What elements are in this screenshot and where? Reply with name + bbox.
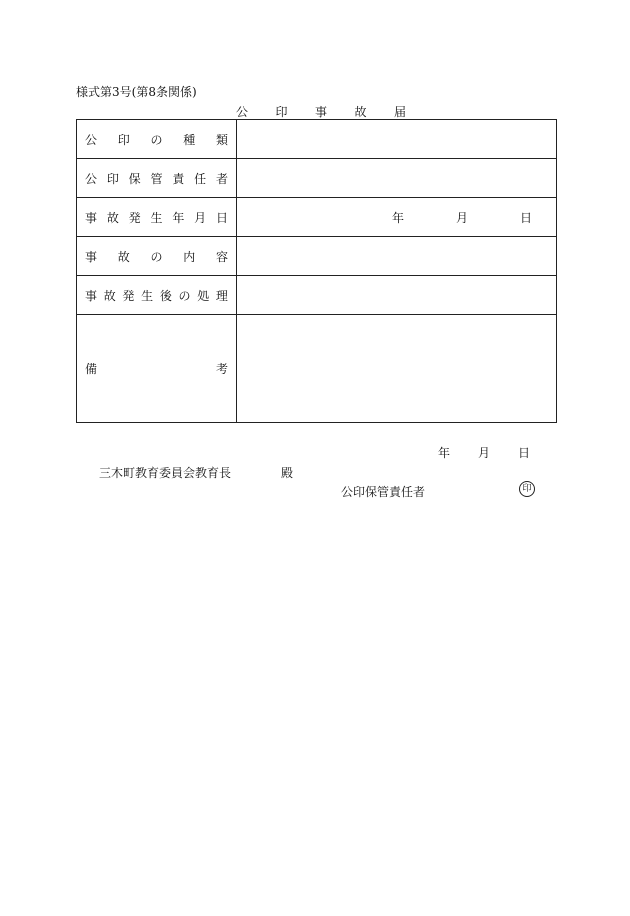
year-label: 年 bbox=[391, 210, 404, 225]
row-label: 事 故 発 生 年 月 日 bbox=[77, 198, 237, 237]
seal-mark: 印 bbox=[519, 481, 535, 497]
title-char: 公 bbox=[236, 105, 249, 119]
submission-date bbox=[410, 444, 530, 461]
recipient: 三木町教育委員会教育長 bbox=[99, 466, 232, 480]
month-label: 月 bbox=[477, 446, 490, 460]
incident-date-field[interactable] bbox=[237, 198, 557, 237]
table-row-remarks bbox=[77, 315, 557, 423]
form-number: 様式第3号(第8条関係) bbox=[76, 85, 197, 99]
custodian-field[interactable] bbox=[237, 159, 557, 198]
signer-title: 公印保管責任者 bbox=[341, 485, 426, 499]
day-label: 日 bbox=[519, 210, 532, 225]
row-label: 事 故 発 生 後 の 処 理 bbox=[77, 276, 237, 315]
table-row-incident-content bbox=[77, 237, 557, 276]
title-char: 故 bbox=[354, 105, 367, 119]
table-row-seal-type bbox=[77, 120, 557, 159]
year-label: 年 bbox=[437, 446, 450, 460]
day-label: 日 bbox=[517, 446, 530, 460]
row-label: 公 印 保 管 責 任 者 bbox=[77, 159, 237, 198]
title-char: 事 bbox=[314, 105, 327, 119]
incident-content-field[interactable] bbox=[237, 237, 557, 276]
document-title bbox=[236, 103, 406, 120]
month-label: 月 bbox=[455, 210, 468, 225]
report-table bbox=[76, 119, 557, 423]
table-row-post-incident bbox=[77, 276, 557, 315]
remarks-field[interactable] bbox=[237, 315, 557, 423]
recipient-honorific: 殿 bbox=[281, 466, 294, 480]
post-incident-field[interactable] bbox=[237, 276, 557, 315]
table-row-custodian bbox=[77, 159, 557, 198]
table-row-incident-date bbox=[77, 198, 557, 237]
row-label: 備 考 bbox=[77, 315, 237, 423]
seal-type-field[interactable] bbox=[237, 120, 557, 159]
title-char: 届 bbox=[393, 105, 406, 119]
row-label: 公 印 の 種 類 bbox=[77, 120, 237, 159]
title-char: 印 bbox=[275, 105, 288, 119]
row-label: 事 故 の 内 容 bbox=[77, 237, 237, 276]
